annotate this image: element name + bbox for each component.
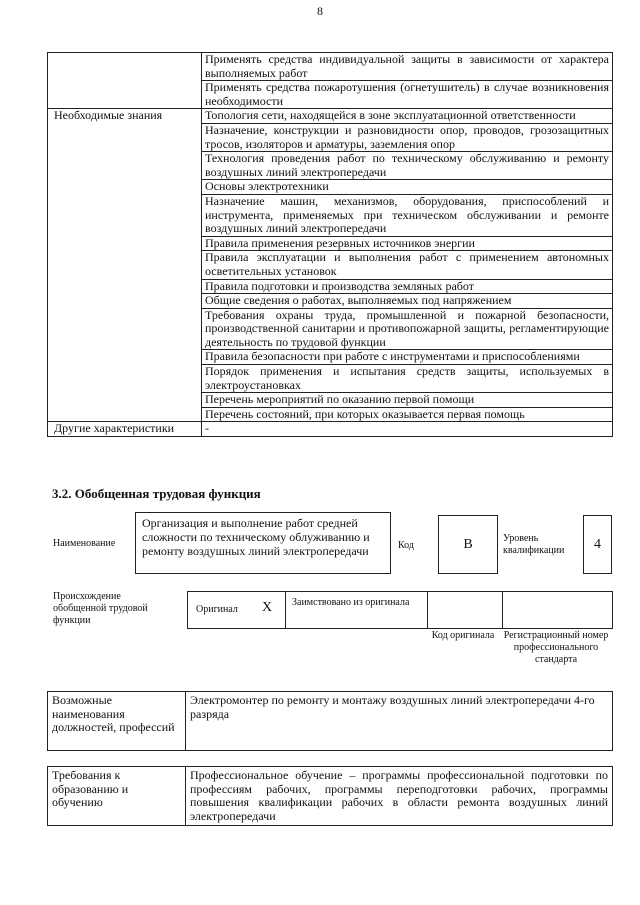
- education-label: Требования к образованию и обучению: [48, 767, 186, 826]
- row-item: Применять средства индивидуальной защиты в зависимости от характера выполняемых работ: [202, 53, 613, 81]
- row-label: Другие характеристики: [48, 422, 202, 437]
- name-label: Наименование: [53, 538, 116, 549]
- table-row: [48, 109, 613, 124]
- row-item: Правила безопасности при работе с инструментами и приспособлениями: [202, 350, 613, 365]
- origin-divider: [285, 592, 286, 628]
- level-value: 4: [594, 536, 601, 552]
- table-row: [48, 53, 613, 81]
- row-item: Требования охраны труда, промышленной и пожарной безопасности, производственной санитарии и противопожарной защиты, регламентирующие деятельность по трудовой функции: [202, 308, 613, 350]
- row-item: Перечень состояний, при которых оказывается первая помощь: [202, 407, 613, 422]
- row-item: -: [202, 422, 613, 437]
- row-item: Правила подготовки и производства земляных работ: [202, 279, 613, 294]
- knowledge-table: [47, 52, 613, 437]
- code-label: Код: [398, 540, 414, 551]
- level-label: Уровень квалификации: [503, 533, 565, 556]
- reg-number-caption: Регистрационный номер профессионального стандарта: [503, 630, 609, 665]
- function-name-value: Организация и выполнение работ средней сложности по техническому облуживанию и ремонту воздушных линий электропередачи: [142, 516, 370, 558]
- original-mark: X: [262, 600, 273, 615]
- row-item: Топология сети, находящейся в зоне эксплуатационной ответственности: [202, 109, 613, 124]
- row-item: Назначение машин, механизмов, оборудования, приспособлений и инструмента, применяемых при техническом обслуживании и ремонте воздушных линий электропередачи: [202, 194, 613, 236]
- table-row: [48, 422, 613, 437]
- row-item: Основы электротехники: [202, 180, 613, 195]
- positions-label: Возможные наименования должностей, профессий: [48, 692, 186, 751]
- row-label: [48, 53, 202, 109]
- positions-table: [47, 691, 613, 751]
- row-item: Порядок применения и испытания средств защиты, используемых в электроустановках: [202, 365, 613, 393]
- level-box: [583, 515, 612, 574]
- section-title: 3.2. Обобщенная трудовая функция: [52, 486, 261, 501]
- row-item: Перечень мероприятий по оказанию первой помощи: [202, 393, 613, 408]
- row-item: Правила эксплуатации и выполнения работ с применением автономных осветительных установок: [202, 251, 613, 279]
- borrowed-label: Заимствовано из оригинала: [292, 597, 410, 608]
- education-table: [47, 766, 613, 826]
- positions-value: Электромонтер по ремонту и монтажу воздушных линий электропередачи 4-го разряда: [186, 692, 613, 751]
- origin-label: Происхождение обобщенной трудовой функции: [53, 591, 148, 626]
- original-label: Оригинал: [196, 604, 238, 615]
- education-value: Профессиональное обучение – программы профессиональной подготовки по профессиям рабочих, программы переподготовки рабочих, программы повышения квалификации рабочих в области ремонта воздушных линий электропередачи: [186, 767, 613, 826]
- page-number: 8: [317, 4, 323, 18]
- function-name-box: [135, 512, 391, 574]
- code-box: [438, 515, 498, 574]
- code-value: B: [463, 536, 473, 552]
- origin-divider: [502, 592, 503, 628]
- row-label: Необходимые знания: [48, 109, 202, 422]
- origin-box: [187, 591, 613, 629]
- origin-divider: [427, 592, 428, 628]
- row-item: Применять средства пожаротушения (огнетушитель) в случае возникновения необходимости: [202, 81, 613, 109]
- row-item: Технология проведения работ по техническому обслуживанию и ремонту воздушных линий электропередачи: [202, 152, 613, 180]
- code-original-caption: Код оригинала: [431, 630, 495, 641]
- row-item: Общие сведения о работах, выполняемых под напряжением: [202, 294, 613, 309]
- row-item: Правила применения резервных источников энергии: [202, 236, 613, 251]
- row-item: Назначение, конструкции и разновидности опор, проводов, грозозащитных тросов, изоляторов и арматуры, заземления опор: [202, 123, 613, 151]
